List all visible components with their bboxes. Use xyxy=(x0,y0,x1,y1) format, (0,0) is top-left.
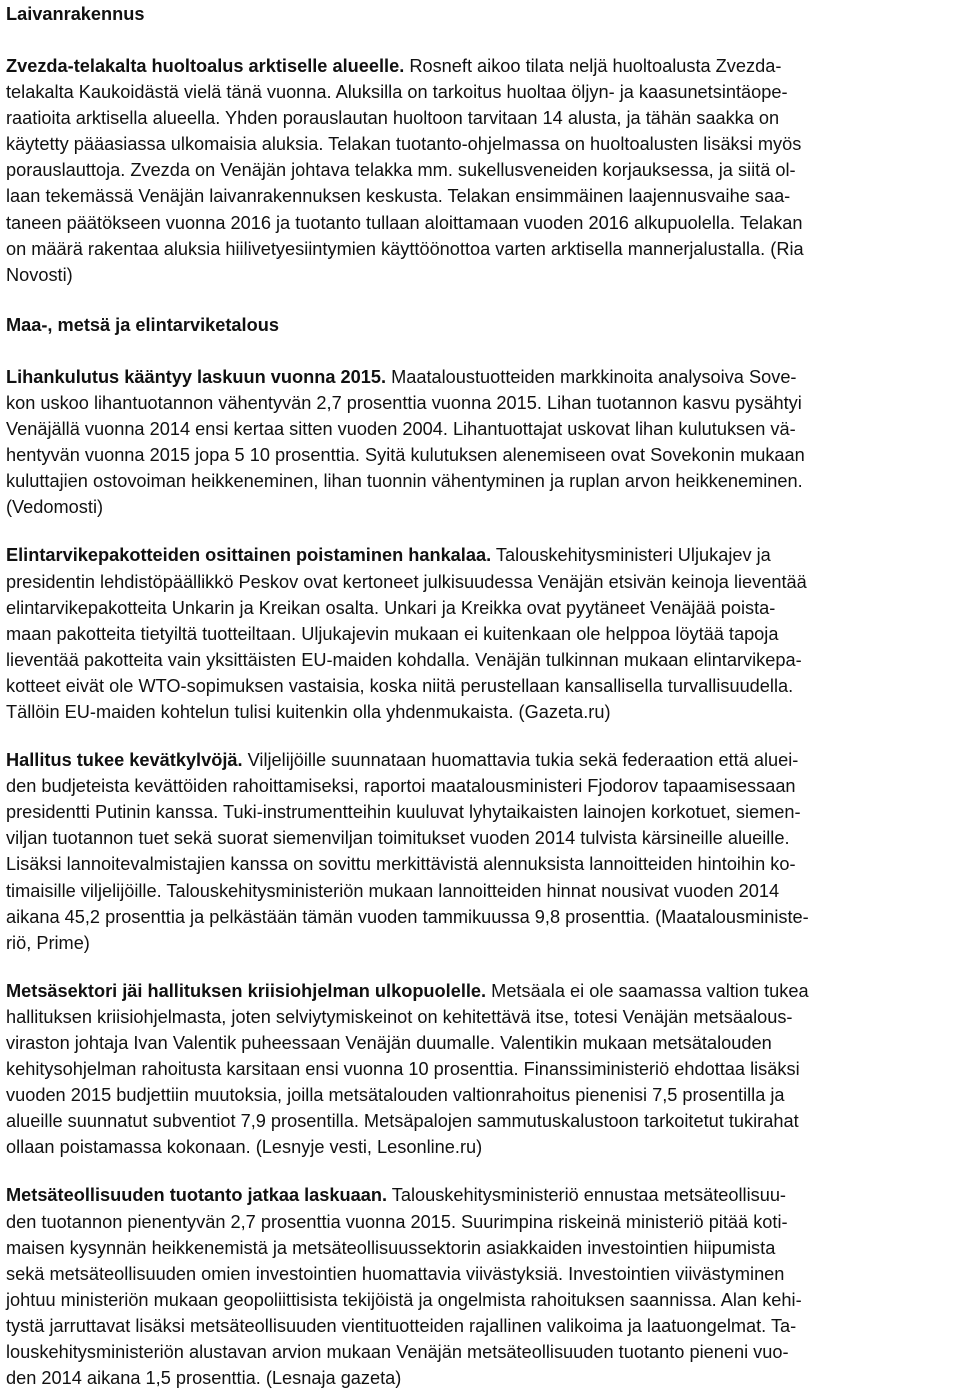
article-line: Hallitus tukee kevätkylvöjä. Viljelijöille suunnataan huomattavia tukia sekä federaation että aluei- xyxy=(6,750,799,771)
spacer xyxy=(6,956,952,978)
article-title: Elintarvikepakotteiden osittainen poistaminen hankalaa. xyxy=(6,545,492,566)
spacer xyxy=(6,288,952,312)
spacer xyxy=(6,520,952,542)
article-line: Lisäksi lannoitevalmistajien kanssa on sovittu merkittävistä alennuksista lannoitteiden hintoihin ko- xyxy=(6,854,796,875)
spacer xyxy=(6,338,952,364)
spacer xyxy=(6,725,952,747)
article-line: Novosti) xyxy=(6,264,73,285)
article-line: presidentti Putinin kanssa. Tuki-instrumentteihin kuuluvat lyhytaikaisten lainojen korkotuet, siemen- xyxy=(6,802,801,823)
article-line: taneen päätökseen vuonna 2016 ja tuotanto tullaan aloittamaan vuoden 2016 alkupuolella. Telakan xyxy=(6,212,803,233)
article-line: den tuotannon pienentyvän 2,7 prosenttia vuonna 2015. Suurimpina riskeinä ministeriö pitää koti- xyxy=(6,1211,788,1232)
article-forest-sector xyxy=(6,978,952,1161)
article-line: timaisille viljelijöille. Talouskehitysministeriön mukaan lannoitteiden hinnat nousivat vuoden 2014 xyxy=(6,880,780,901)
article-line: kotteet eivät ole WTO-sopimuksen vastaisia, koska niitä perustellaan kansallisella turvallisuudella. xyxy=(6,675,794,696)
article-line: porauslauttoja. Zvezda on Venäjän johtava telakka mm. sukellusveneiden korjauksessa, ja siitä ol- xyxy=(6,160,796,181)
article-line: sekä metsäteollisuuden omien investointien huomattavia viivästyksiä. Investointien viivästyminen xyxy=(6,1263,785,1284)
article-line: den 2014 aikana 1,5 prosenttia. (Lesnaja gazeta) xyxy=(6,1368,402,1389)
article-line: viljan tuotannon tuet sekä suorat siemenviljan toimitukset vuoden 2014 tulvista kärsineille alueille. xyxy=(6,828,790,849)
article-title: Zvezda-telakalta huoltoalus arktiselle alueelle. xyxy=(6,56,405,76)
article-line: Venäjällä vuonna 2014 ensi kertaa sitten vuoden 2004. Lihantuottajat uskovat lihan kulutuksen vä- xyxy=(6,419,796,440)
article-line: elintarvikepakotteita Unkarin ja Kreikan osalta. Unkari ja Kreikka ovat pyytäneet Venäjää poista- xyxy=(6,597,776,618)
article-line: raatioita arktisella alueella. Yhden porauslautan huoltoon tarvitaan 14 alusta, ja tähän saakka on xyxy=(6,108,780,129)
article-line: presidentin lehdistöpäällikkö Peskov ovat kertoneet julkisuudessa Venäjän etsivän keinoja lieventää xyxy=(6,571,807,592)
article-line: hentyvän vuonna 2015 jopa 5 10 prosenttia. Syitä kulutuksen alenemiseen ovat Sovekonin mukaan xyxy=(6,445,805,466)
article-line: vuoden 2015 budjettiin muutoksia, joilla metsätalouden valtionrahoitus pienenisi 7,5 prosentilla ja xyxy=(6,1085,785,1106)
article-line: telakalta Kaukoidästä vielä tänä vuonna. Aluksilla on tarkoitus huoltaa öljyn- ja kaasunetsintäope- xyxy=(6,82,788,103)
article-line: Tällöin EU-maiden kohtelun tulisi kuitenkin olla yhdenmukaista. (Gazeta.ru) xyxy=(6,701,611,722)
article-line: johtuu ministeriön mukaan geopoliittisista tekijöistä ja ongelmista rahoituksen saannissa. Alan kehi- xyxy=(6,1289,802,1310)
article-line: maan pakotteita tietyiltä tuotteiltaan. Uljukajevin mukaan ei kuitenkaan ole helppoa löytää tapoja xyxy=(6,623,779,644)
article-line: viraston johtaja Ivan Valentik puheessaan Venäjän duumalle. Valentikin mukaan metsätalouden xyxy=(6,1033,772,1053)
article-line: (Vedomosti) xyxy=(6,497,104,518)
article-line: Elintarvikepakotteiden osittainen poistaminen hankalaa. Talouskehitysministeri Uljukajev ja xyxy=(6,545,771,566)
article-line: lieventää pakotteita vain yksittäisten EU-maiden kohdalla. Venäjän tulkinnan mukaan elintarvikepa- xyxy=(6,649,802,670)
article-title: Lihankulutus kääntyy laskuun vuonna 2015. xyxy=(6,366,387,387)
article-line: Metsäsektori jäi hallituksen kriisiohjelman ulkopuolelle. Metsäala ei ole saamassa valtion tukea xyxy=(6,980,809,1001)
section-heading-agriculture: Maa-, metsä ja elintarviketalous xyxy=(6,314,279,335)
article-line: Lihankulutus kääntyy laskuun vuonna 2015. Maataloustuotteiden markkinoita analysoiva Sove- xyxy=(6,366,797,387)
article-forest-industry xyxy=(6,1182,952,1391)
article-food-sanctions xyxy=(6,542,952,725)
article-line: kon uskoo lihantuotannon vähentyvän 2,7 prosenttia vuonna 2015. Lihan tuotannon kasvu pysähtyi xyxy=(6,392,802,413)
article-spring-sowing xyxy=(6,747,952,956)
article-line: on määrä rakentaa aluksia hiilivetyesiintymien käyttöönottoa varten arktisella mannerjalustalla. (Ria xyxy=(6,238,804,259)
article-title: Metsäteollisuuden tuotanto jatkaa laskuaan. xyxy=(6,1185,388,1206)
article-title: Metsäsektori jäi hallituksen kriisiohjelman ulkopuolelle. xyxy=(6,980,487,1001)
article-line: laan tekemässä Venäjän laivanrakennuksen keskusta. Telakan ensimmäinen laajennusvaihe saa- xyxy=(6,186,791,207)
article-line: Metsäteollisuuden tuotanto jatkaa laskuaan. Talouskehitysministeriö ennustaa metsäteollisuu- xyxy=(6,1185,786,1206)
spacer xyxy=(6,27,952,53)
article-line: hallituksen kriisiohjelmasta, joten selviytymiskeinot on kehitettävä itse, totesi Venäjän metsäalous- xyxy=(6,1006,793,1027)
article-line: aikana 45,2 prosenttia ja pelkästään tämän vuoden tammikuussa 9,8 prosenttia. (Maatalousministe- xyxy=(6,906,809,927)
article-zvezda xyxy=(6,53,952,288)
spacer xyxy=(6,1160,952,1182)
article-title: Hallitus tukee kevätkylvöjä. xyxy=(6,750,243,771)
article-line: louskehitysministeriön alustavan arvion mukaan Venäjän metsäteollisuuden tuotanto pieneni vuo- xyxy=(6,1342,789,1363)
article-line: alueille suunnatut subventiot 7,9 prosentilla. Metsäpalojen sammutuskalustoon tarkoitetut tukirahat xyxy=(6,1111,799,1132)
article-line: ollaan poistamassa kokonaan. (Lesnyje vesti, Lesonline.ru) xyxy=(6,1137,483,1158)
article-line: maisen kysynnän heikkenemistä ja metsäteollisuussektorin asiakkaiden investointien hiipumista xyxy=(6,1237,776,1258)
article-line: tystä jarruttavat lisäksi metsäteollisuuden vientituotteiden rajallinen valikoima ja laatuongelmat. Ta- xyxy=(6,1315,797,1336)
article-meat-consumption xyxy=(6,364,952,521)
article-line: käytetty pääasiassa ulkomaisia aluksia. Telakan tuotanto-ohjelmassa on huoltoalusten lisäksi myös xyxy=(6,134,802,155)
article-line: den budjeteista kevättöiden rahoittamiseksi, raportoi maatalousministeri Fjodorov tapaamisessaan xyxy=(6,776,796,797)
article-line: Zvezda-telakalta huoltoalus arktiselle alueelle. Rosneft aikoo tilata neljä huoltoalusta Zvezda- xyxy=(6,56,782,76)
article-line: kehitysohjelman rahoitusta karsitaan ensi vuonna 10 prosenttia. Finanssiministeriö ehdottaa lisäksi xyxy=(6,1059,800,1080)
article-line: riö, Prime) xyxy=(6,932,90,953)
article-line: kuluttajien ostovoiman heikkeneminen, lihan tuonnin vähentyminen ja ruplan arvon heikkeneminen. xyxy=(6,471,803,492)
section-heading-shipbuilding: Laivanrakennus xyxy=(6,4,145,24)
